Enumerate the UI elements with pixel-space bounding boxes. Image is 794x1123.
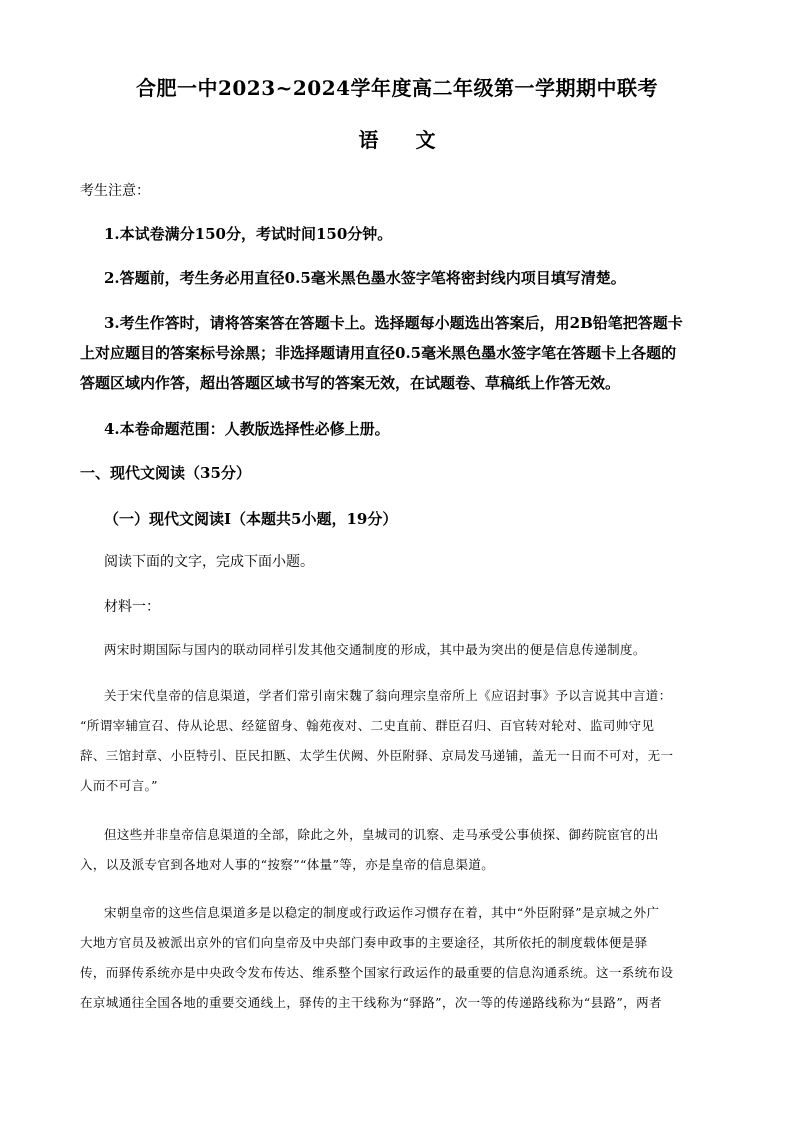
notice-item-4: 4.本卷命题范围：人教版选择性必修上册。: [104, 420, 390, 438]
notice-item-2: 2.答题前，考生务必用直径0.5毫米黑色墨水签字笔将密封线内项目填写清楚。: [104, 269, 626, 287]
notice-item-3-line-1: 3.考生作答时，请将答案答在答题卡上。选择题每小题选出答案后，用2B铅笔把答题卡: [104, 314, 683, 332]
section-title: 一、现代文阅读（35分）: [80, 464, 251, 482]
passage-line: 但这些并非皇帝信息渠道的全部，除此之外，皇城司的讥察、走马承受公事侦探、御药院宦官的出: [104, 827, 659, 842]
subject-title: 语 文: [358, 128, 436, 152]
passage-line: 宋朝皇帝的这些信息渠道多是以稳定的制度或行政运作习惯存在着，其中“外臣附驿”是京城之外广: [104, 905, 660, 920]
passage-line: 人而不可言。”: [80, 778, 158, 793]
material-label: 材料一：: [104, 599, 160, 615]
notice-heading: 考生注意：: [80, 183, 150, 199]
passage-line: “所谓宰辅宣召、侍从论思、经筵留身、翰苑夜对、二史直前、群臣召归、百官转对轮对、监司帅守见: [80, 718, 655, 733]
notice-item-3-line-2: 上对应题目的答案标号涂黑；非选择题请用直径0.5毫米黑色墨水签字笔在答题卡上各题的: [80, 344, 677, 362]
section-subtitle: （一）现代文阅读Ⅰ（本题共5小题，19分）: [104, 510, 398, 528]
notice-item-1: 1.本试卷满分150分，考试时间150分钟。: [104, 225, 393, 243]
passage-line: 入，以及派专官到各地对人事的“按察”“体量”等，亦是皇帝的信息渠道。: [80, 857, 495, 872]
passage-line: 在京城通往全国各地的重要交通线上，驿传的主干线称为“驿路”，次一等的传递路线称为“县路”，两者: [80, 995, 662, 1010]
reading-instruction: 阅读下面的文字，完成下面小题。: [104, 554, 314, 570]
passage-line: 传，而驿传系统亦是中央政令发布传达、维系整个国家行政运作的最重要的信息沟通系统。这一系统布设: [80, 965, 674, 980]
passage-line: 大地方官员及被派出京外的官们向皇帝及中央部门奏申政事的主要途径，其所依托的制度载体便是驿: [80, 935, 648, 950]
passage-line: 关于宋代皇帝的信息渠道，学者们常引南宋魏了翁向理宗皇帝所上《应诏封事》予以言说其中言道：: [104, 688, 672, 703]
exam-title: 合肥一中2023~2024学年度高二年级第一学期期中联考: [135, 76, 659, 100]
passage-line: 辞、三馆封章、小臣特引、臣民扣匦、太学生伏阙、外臣附驿、京局发马递铺，盖无一日而不可对，无一: [80, 748, 674, 763]
notice-item-3-line-3: 答题区域内作答，超出答题区域书写的答案无效，在试题卷、草稿纸上作答无效。: [80, 374, 621, 392]
passage-line: 两宋时期国际与国内的联动同样引发其他交通制度的形成，其中最为突出的便是信息传递制度。: [104, 642, 646, 657]
